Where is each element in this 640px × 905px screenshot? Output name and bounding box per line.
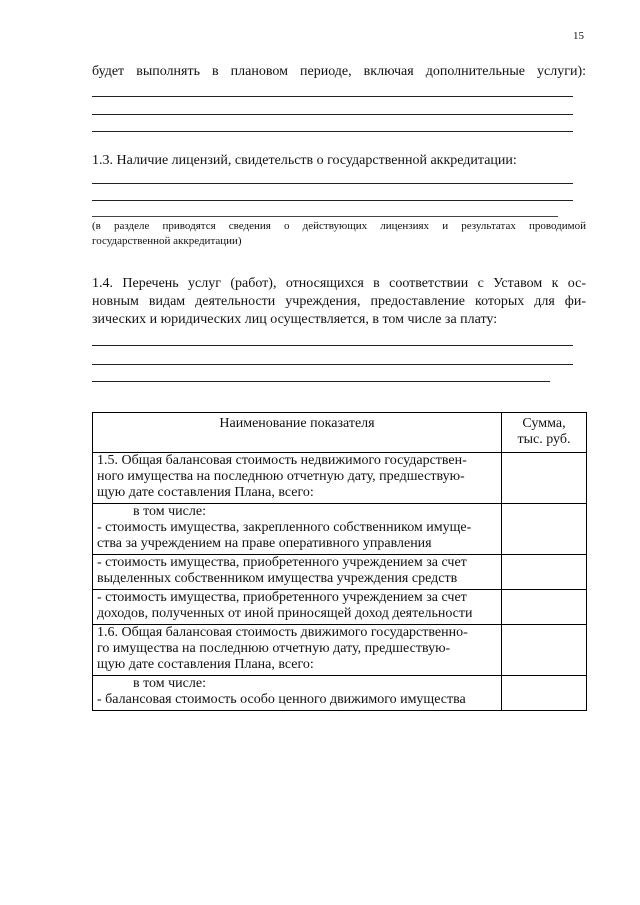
indicator-name-cell [93, 453, 502, 504]
table-row [93, 555, 587, 590]
indicator-name-line: щую дате составления Плана, всего: [97, 485, 314, 500]
indicator-name-line: доходов, полученных от иной приносящей доход деятельности [97, 606, 473, 621]
header-indicator-name: Наименование показателя [93, 413, 502, 453]
sum-cell[interactable] [502, 676, 587, 711]
table-header-row [93, 413, 587, 453]
blank-line [92, 183, 573, 184]
section-1-3-note-line-1: (в разделе приводятся сведения о действующих лицензиях и результатах проводимой [92, 220, 586, 232]
indicator-name-line: 1.6. Общая балансовая стоимость движимого государственно- [97, 625, 468, 640]
table-row [93, 676, 587, 711]
header-sum [502, 413, 587, 453]
table-row [93, 504, 587, 555]
section-1-4-line-1: 1.4. Перечень услуг (работ), относящихся в соответствии с Уставом к ос- [92, 276, 586, 291]
indicator-name-line: - балансовая стоимость особо ценного движимого имущества [97, 692, 466, 707]
blank-line [92, 381, 550, 382]
indicator-name-line: в том числе: [133, 504, 206, 519]
indicator-name-line: го имущества на последнюю отчетную дату, предшествую- [97, 641, 451, 656]
indicator-name-line: - стоимость имущества, закрепленного собственником имуще- [97, 520, 472, 535]
table-row [93, 590, 587, 625]
header-sum-line-1: Сумма, [522, 416, 566, 431]
section-1-3-note-line-2: государственной аккредитации) [92, 235, 242, 247]
sum-cell[interactable] [502, 555, 587, 590]
indicator-name-line: - стоимость имущества, приобретенного учреждением за счет [97, 590, 467, 605]
table-body [93, 453, 587, 711]
sum-cell[interactable] [502, 590, 587, 625]
indicator-name-line: ства за учреждением на праве оперативного управления [97, 536, 432, 551]
indicator-name-line: - стоимость имущества, приобретенного учреждением за счет [97, 555, 467, 570]
blank-line [92, 200, 573, 201]
section-1-4-line-3: зических и юридических лиц осуществляется, в том числе за плату: [92, 312, 498, 327]
sum-cell[interactable] [502, 625, 587, 676]
indicator-name-cell [93, 504, 502, 555]
indicator-name-line: щую дате составления Плана, всего: [97, 657, 314, 672]
blank-line [92, 96, 573, 97]
page-number: 15 [573, 30, 584, 42]
header-sum-line-2: тыс. руб. [517, 432, 571, 447]
indicator-name-line: 1.5. Общая балансовая стоимость недвижимого государствен- [97, 453, 467, 468]
blank-line [92, 345, 573, 346]
blank-line [92, 131, 573, 132]
indicator-name-line: выделенных собственником имущества учреждения средств [97, 571, 458, 586]
indicator-name-line: ного имущества на последнюю отчетную дату, предшествую- [97, 469, 465, 484]
table-row [93, 453, 587, 504]
indicator-name-cell [93, 676, 502, 711]
indicator-name-line: в том числе: [133, 676, 206, 691]
indicator-name-cell [93, 590, 502, 625]
sum-cell[interactable] [502, 504, 587, 555]
indicator-name-cell [93, 555, 502, 590]
blank-line [92, 216, 558, 217]
blank-line [92, 364, 573, 365]
sum-cell[interactable] [502, 453, 587, 504]
indicators-table [92, 412, 587, 711]
indicator-name-cell [93, 625, 502, 676]
intro-line: будет выполнять в плановом периоде, включая дополнительные услуги): [92, 64, 586, 79]
table-row [93, 625, 587, 676]
section-1-3-heading: 1.3. Наличие лицензий, свидетельств о государственной аккредитации: [92, 153, 517, 168]
section-1-4-line-2: новным видам деятельности учреждения, предоставление которых для фи- [92, 294, 586, 309]
blank-line [92, 114, 573, 115]
